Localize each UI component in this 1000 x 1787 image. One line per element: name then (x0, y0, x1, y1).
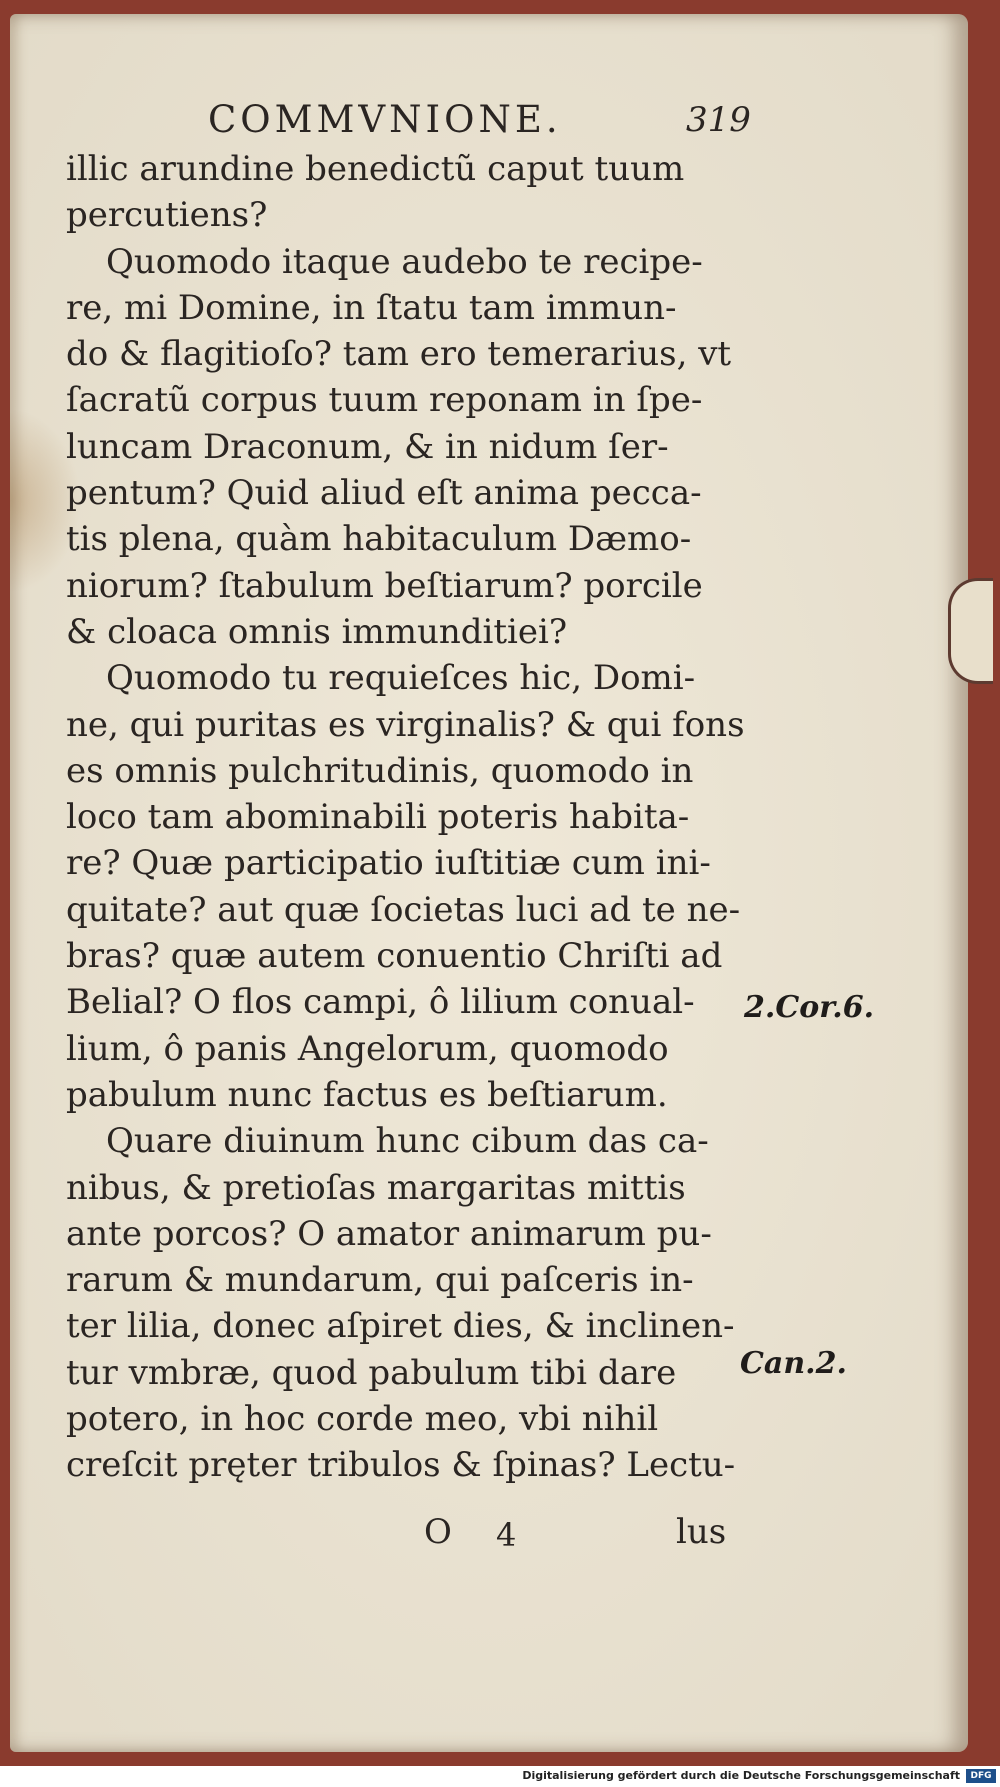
body-text (66, 146, 746, 1489)
text-line: ſacratũ corpus tuum reponam in ſpe- (66, 380, 703, 421)
text-line: niorum? ſtabulum beſtiarum? porcile (66, 565, 703, 606)
text-line: ne, qui puritas es virginalis? & qui fons (66, 704, 745, 745)
text-line: bras? quæ autem conuentio Chriſti ad (66, 936, 723, 977)
text-line: pentum? Quid aliud eſt anima pecca- (66, 473, 702, 514)
footer-bar (0, 1766, 1000, 1787)
text-line: quitate? aut quæ ſocietas luci ad te ne- (66, 889, 741, 930)
footer-credit: Digitalisierung gefördert durch die Deutsche Forschungsgemeinschaft (522, 1769, 960, 1782)
text-line: rarum & mundarum, qui paſceris in- (66, 1260, 694, 1301)
text-line: tis plena, quàm habitaculum Dæmo- (66, 519, 692, 560)
catchword: lus (676, 1512, 727, 1552)
running-header: COMMVNIONE. (208, 98, 562, 141)
text-line: Quomodo itaque audebo te recipe- (106, 241, 703, 282)
text-line: es omnis pulchritudinis, quomodo in (66, 750, 694, 791)
text-line: ante porcos? O amator animarum pu- (66, 1213, 712, 1254)
text-line: ter lilia, donec aſpiret dies, & inclinen- (66, 1306, 735, 1347)
text-line: nibus, & pretioſas margaritas mittis (66, 1167, 686, 1208)
text-line: & cloaca omnis immunditiei? (66, 611, 568, 652)
margin-note-2cor6: 2.Cor.6. (744, 990, 875, 1025)
text-line: re? Quæ participatio iuſtitiæ cum ini- (66, 843, 711, 884)
text-line: do & flagitioſo? tam ero temerarius, vt (66, 334, 732, 375)
page-number: 319 (686, 100, 751, 140)
text-line: Quomodo tu requieſces hic, Domi- (106, 658, 696, 699)
signature-mark: O (424, 1512, 452, 1552)
text-line: illic arundine benedictũ caput tuum (66, 149, 685, 189)
text-line: lium, ô panis Angelorum, quomodo (66, 1028, 669, 1069)
margin-note-can2: Can.2. (740, 1346, 847, 1381)
text-line: pabulum nunc factus es beſtiarum. (66, 1074, 668, 1115)
text-line: tur vmbræ, quod pabulum tibi dare (66, 1352, 677, 1393)
text-line: luncam Draconum, & in nidum ſer- (66, 426, 669, 467)
text-line: Quare diuinum hunc cibum das ca- (106, 1121, 709, 1162)
dfg-logo-icon: DFG (966, 1769, 996, 1783)
text-line: loco tam abominabili poteris habita- (66, 797, 690, 838)
text-line: re, mi Domine, in ſtatu tam immun- (66, 287, 677, 328)
text-line: percutiens? (66, 195, 268, 236)
page-tab-marker (948, 578, 993, 684)
text-line: creſcit pręter tribulos & ſpinas? Lectu- (66, 1445, 736, 1486)
text-line: potero, in hoc corde meo, vbi nihil (66, 1399, 659, 1440)
signature-number: 4 (496, 1516, 517, 1554)
text-line: Belial? O flos campi, ô lilium conual- (66, 982, 695, 1023)
